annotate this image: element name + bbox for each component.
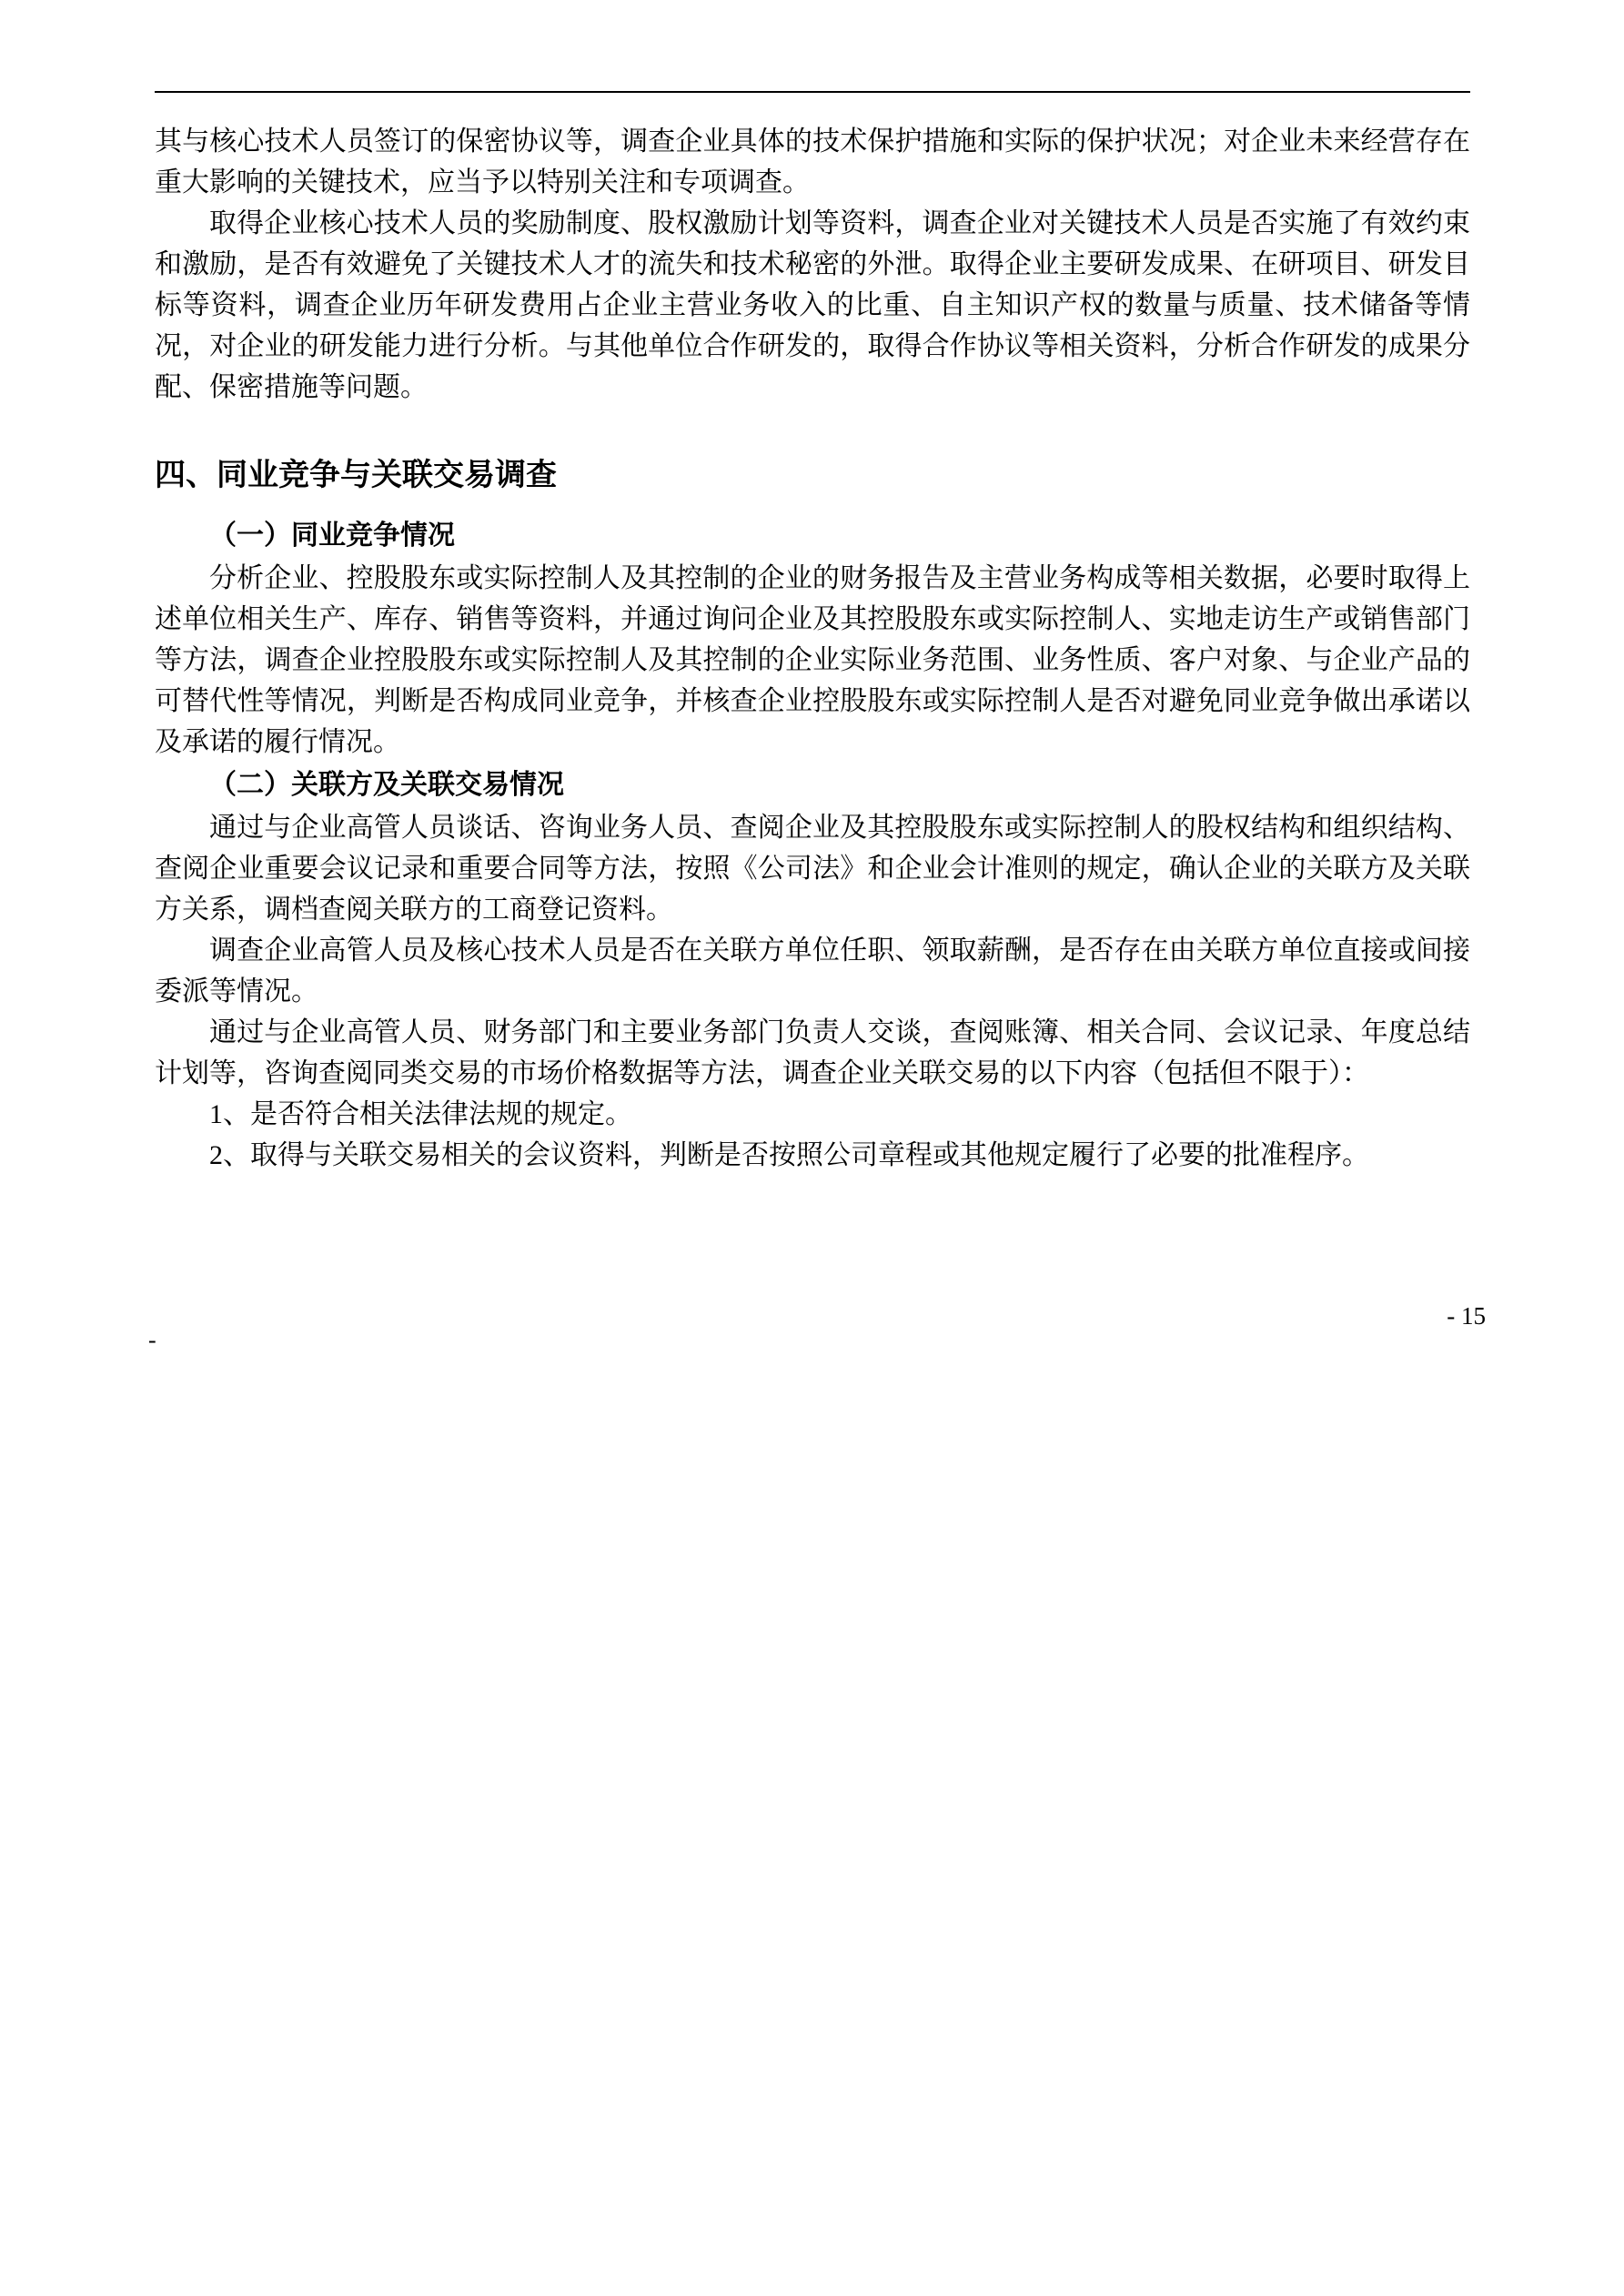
section-heading: 四、同业竞争与关联交易调查 (155, 458, 557, 492)
list-item-2: 2、取得与关联交易相关的会议资料，判断是否按照公司章程或其他规定履行了必要的批准程序。 (209, 1140, 1369, 1170)
subsection-heading-competition: （一）同业竞争情况 (209, 521, 455, 551)
document-body (155, 121, 1470, 1176)
paragraph-technology-protection: 其与核心技术人员签订的保密协议等，调查企业具体的技术保护措施和实际的保护状况；对企业未来经营存在重大影响的关键技术，应当予以特别关注和专项调查。 (155, 126, 1470, 197)
list-item-1: 1、是否符合相关法律法规的规定。 (209, 1099, 632, 1129)
footer-dash: - (148, 1327, 156, 1353)
paragraph-related-party-identification: 通过与企业高管人员谈话、咨询业务人员、查阅企业及其控股股东或实际控制人的股权结构和组织结构、查阅企业重要会议记录和重要合同等方法，按照《公司法》和企业会计准则的规定，确认企业的关联方及关联方关系，调档查阅关联方的工商登记资料。 (155, 813, 1470, 925)
paragraph-competition-analysis: 分析企业、控股股东或实际控制人及其控制的企业的财务报告及主营业务构成等相关数据，必要时取得上述单位相关生产、库存、销售等资料，并通过询问企业及其控股股东或实际控制人、实地走访生产或销售部门等方法，调查企业控股股东或实际控制人及其控制的企业实际业务范围、业务性质、客户对象、与企业产品的可替代性等情况，判断是否构成同业竞争，并核查企业控股股东或实际控制人是否对避免同业竞争做出承诺以及承诺的履行情况。 (155, 563, 1470, 757)
paragraph-executives-related-party: 调查企业高管人员及核心技术人员是否在关联方单位任职、领取薪酬，是否存在由关联方单位直接或间接委派等情况。 (155, 936, 1470, 1006)
subsection-heading-related-party: （二）关联方及关联交易情况 (209, 770, 564, 800)
page-number: - 15 (1447, 1302, 1486, 1330)
header-rule (155, 91, 1470, 93)
paragraph-core-tech-personnel: 取得企业核心技术人员的奖励制度、股权激励计划等资料，调查企业对关键技术人员是否实施了有效约束和激励，是否有效避免了关键技术人才的流失和技术秘密的外泄。取得企业主要研发成果、在研项目、研发目标等资料，调查企业历年研发费用占企业主营业务收入的比重、自主知识产权的数量与质量、技术储备等情况，对企业的研发能力进行分析。与其他单位合作研发的，取得合作协议等相关资料，分析合作研发的成果分配、保密措施等问题。 (155, 208, 1470, 402)
paragraph-related-transaction-survey: 通过与企业高管人员、财务部门和主要业务部门负责人交谈，查阅账簿、相关合同、会议记录、年度总结计划等，咨询查阅同类交易的市场价格数据等方法，调查企业关联交易的以下内容（包括但不限于）： (155, 1017, 1470, 1088)
